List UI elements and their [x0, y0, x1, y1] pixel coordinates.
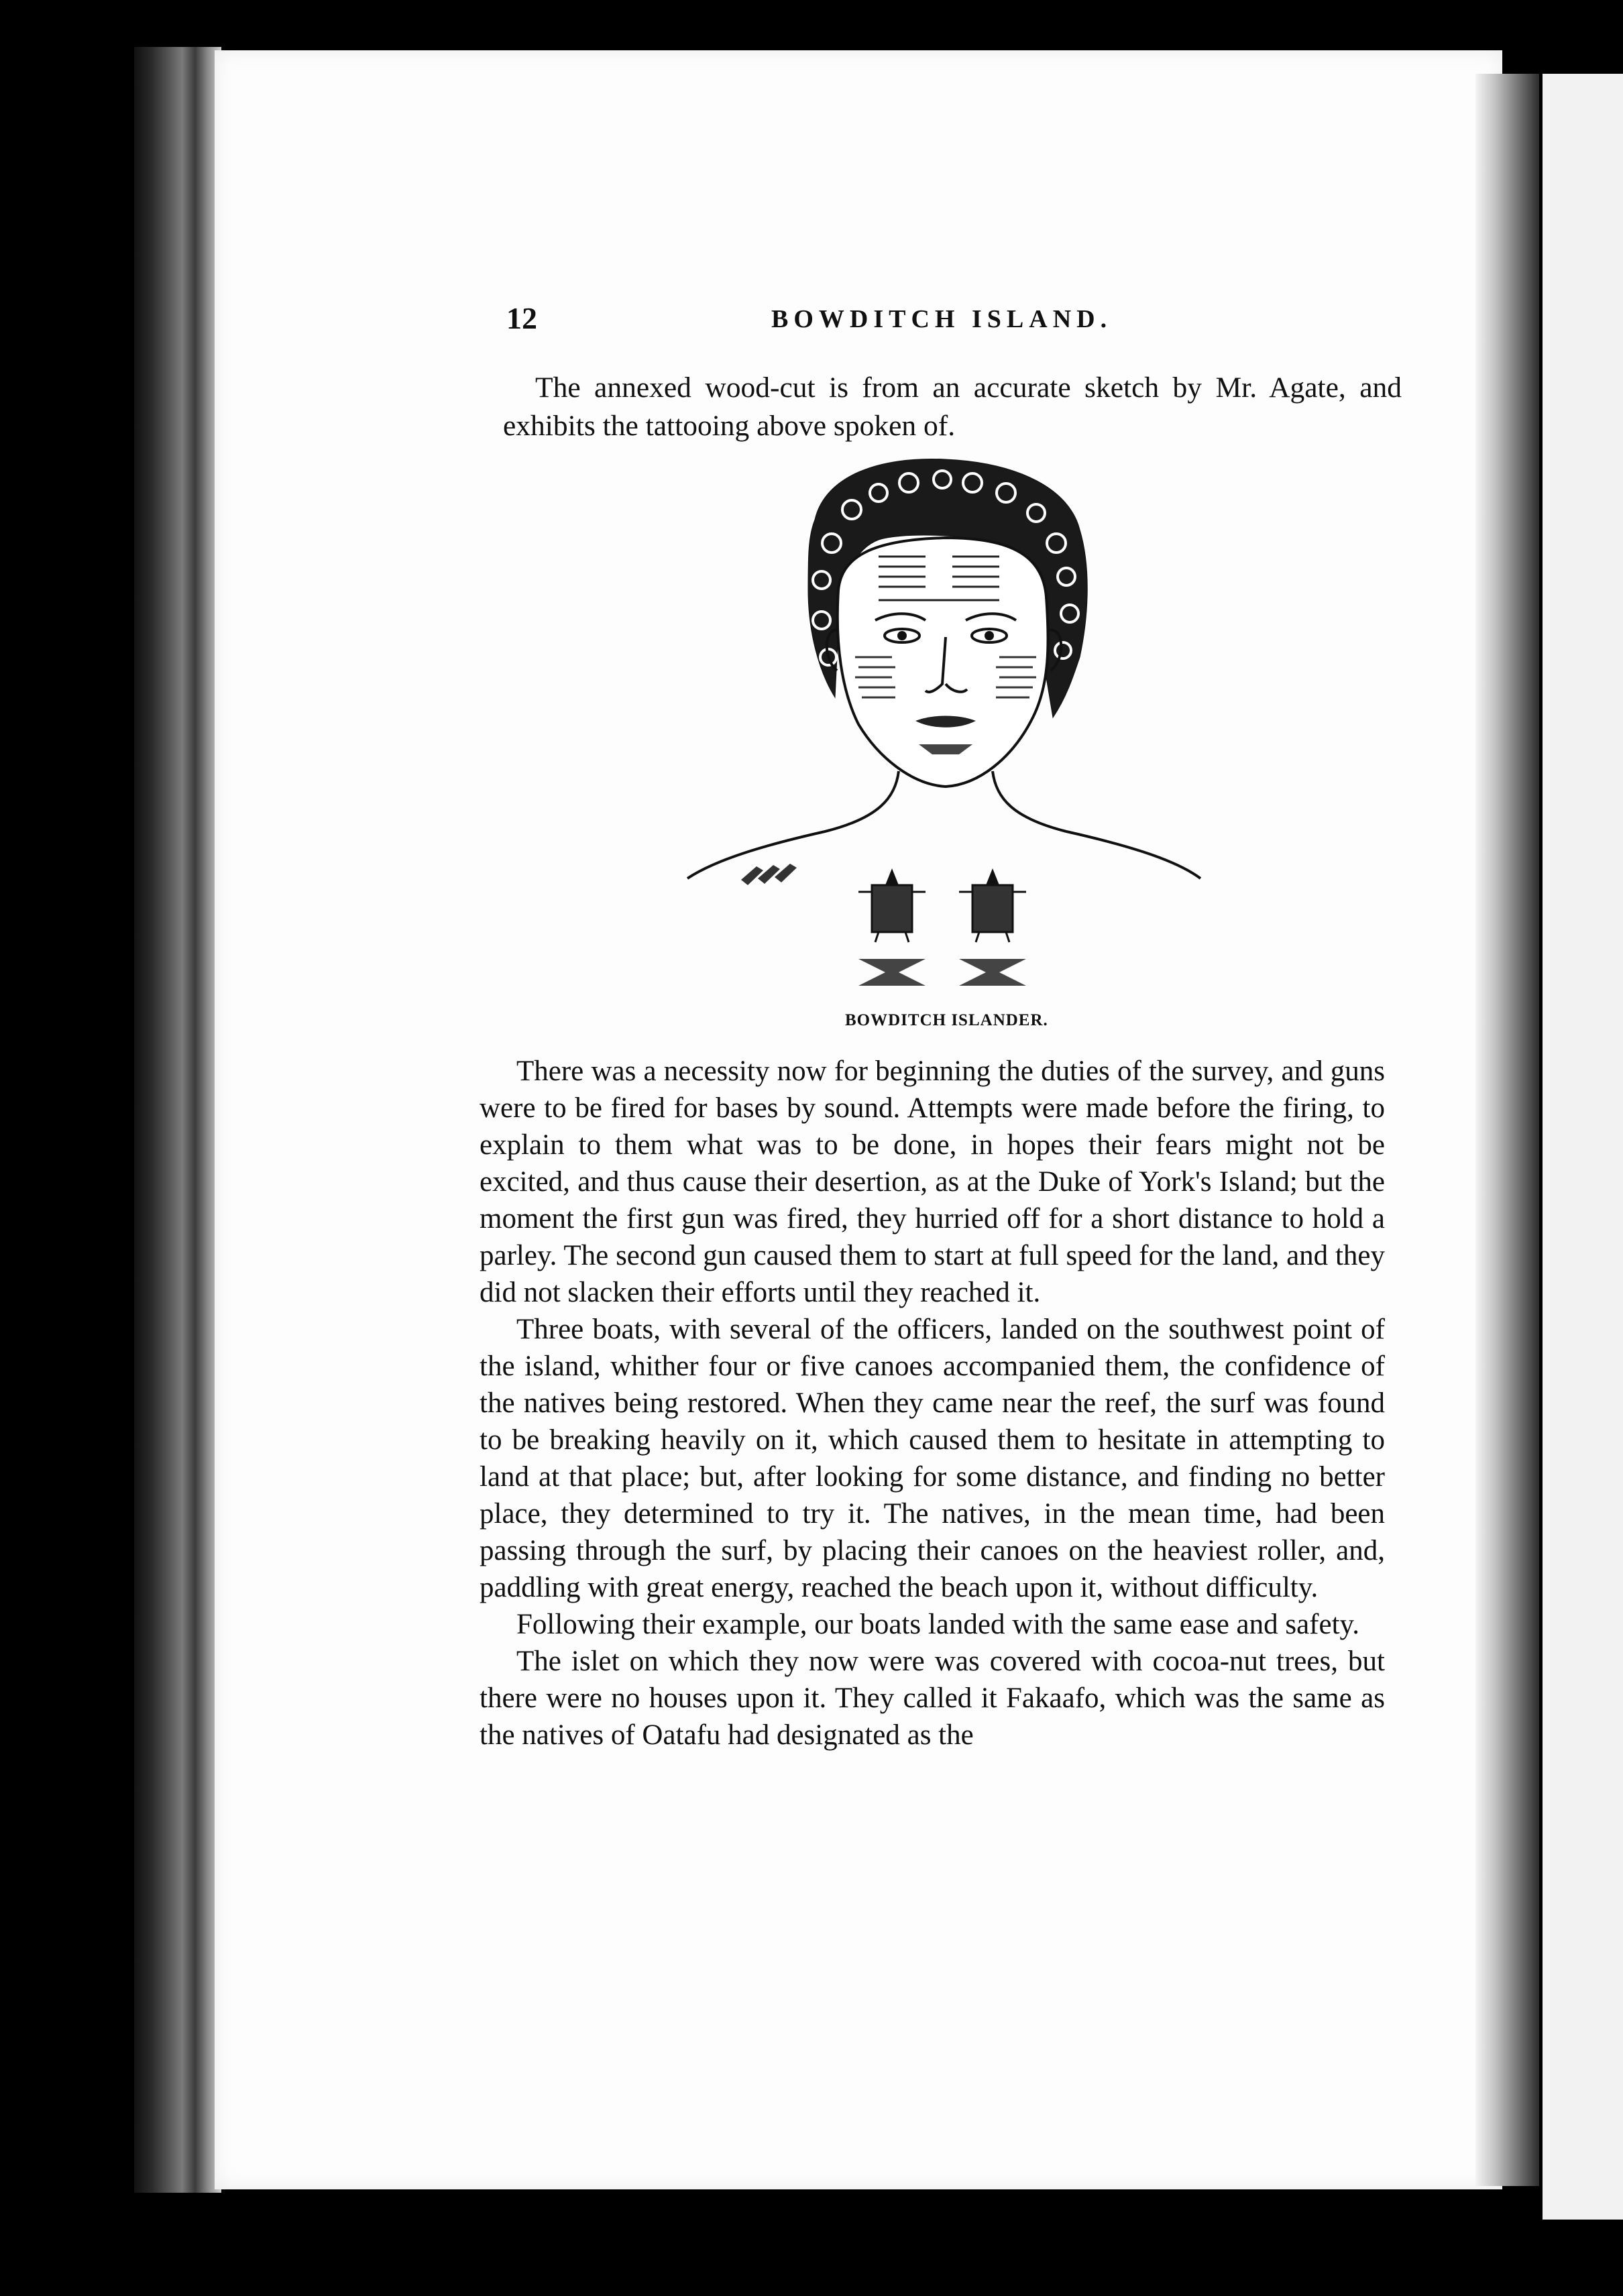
- adjacent-page-fragment: [1543, 74, 1623, 2220]
- figure-caption: BOWDITCH ISLANDER.: [845, 1011, 1048, 1029]
- intro-paragraph: The annexed wood-cut is from an accurate sketch by Mr. Agate, and exhibits the tattooing above spoken of.: [503, 371, 1402, 442]
- paragraph-3: Following their example, our boats landed with the same ease and safety.: [516, 1609, 1359, 1640]
- paragraph-2: Three boats, with several of the officers, landed on the southwest point of the island, whither four or five canoes accompanied them, the confidence of the natives being restored. When they came near the reef, the surf was found to be breaking heavily on it, which caused them to hesitate in attempting to land at that place; but, after looking for some distance, and finding no better place, they determined to try it. The natives, in the mean time, had been passing through the surf, by placing their canoes on the heaviest roller, and, paddling with great energy, reached the beach upon it, without difficulty.: [480, 1314, 1385, 1603]
- body-text: [480, 1053, 1385, 1754]
- page-header: [0, 300, 1623, 341]
- paragraph-4: The islet on which they now were was covered with cocoa-nut trees, but there were no houses upon it. They called it Fakaafo, which was the same as the natives of Oatafu had designated as the: [480, 1646, 1385, 1751]
- bowditch-islander-woodcut: [677, 456, 1207, 1006]
- page-gutter-shadow: [1475, 74, 1539, 2186]
- running-head: BOWDITCH ISLAND.: [771, 305, 1113, 333]
- page-number: 12: [506, 301, 537, 335]
- paragraph-1: There was a necessity now for beginning the duties of the survey, and guns were to be fired for bases by sound. Attempts were made before the firing, to explain to them what was to be done, in hopes their fears might not be excited, and thus cause their desertion, as at the Duke of York's Island; but the moment the first gun was fired, they hurried off for a short distance to hold a parley. The second gun caused them to start at full speed for the land, and they did not slacken their efforts until they reached it.: [480, 1055, 1385, 1308]
- woodcut-figure: [677, 456, 1207, 1006]
- book-spine-edge: [134, 47, 221, 2193]
